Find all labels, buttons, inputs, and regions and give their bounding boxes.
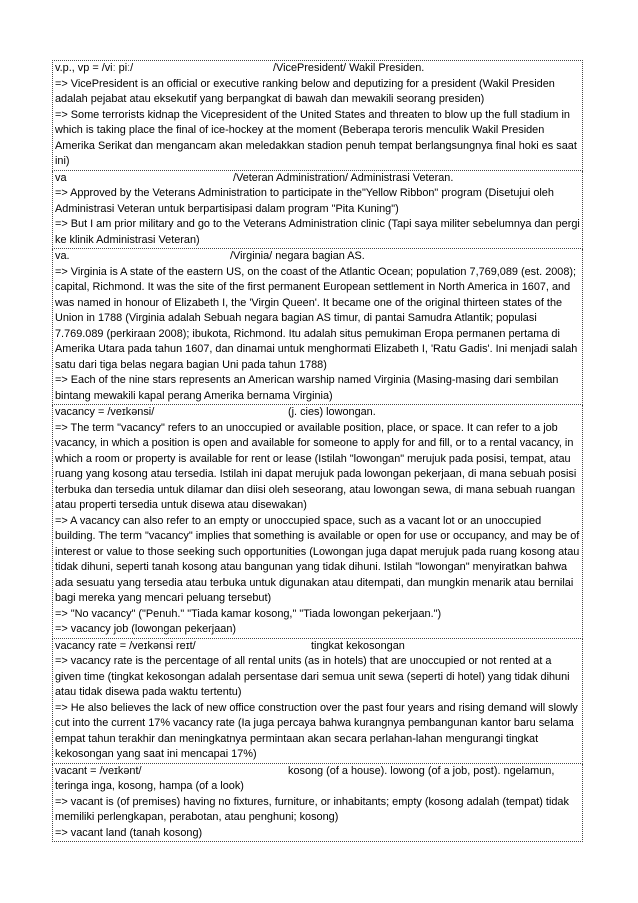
entry-headword-line	[55, 639, 580, 655]
dictionary-entry	[52, 764, 583, 843]
entry-headword-line	[55, 405, 580, 421]
entry-example-line: => vacancy rate is the percentage of all rental units (as in hotels) that are unoccupied or not rented at a given time (tingkat kekosongan adalah persentase dari semua unit sewa (seperti di hotel) yang tidak dihuni atau tidak disewa pada waktu tertentu)	[55, 655, 570, 698]
entry-example-line: => VicePresident is an official or executive ranking below and deputizing for a president (Wakil Presiden adalah pejabat atau eksekutif yang berpangkat di bawah dan mewakili seorang presiden)	[55, 77, 555, 105]
entry-example-line: => Some terrorists kidnap the Vicepresident of the United States and threaten to blow up the full stadium in which is taking place the final of ice-hockey at the moment (Beberapa teroris menculik Wakil Presiden Amerika Serikat dan mengancam akan meledakkan stadion penuh tempat berlangsungnya final hoki es saat ini)	[55, 108, 577, 167]
entry-example-line: => "No vacancy" ("Penuh." "Tiada kamar kosong," "Tiada lowongan pekerjaan.")	[55, 607, 442, 620]
entry-example-line: => vacancy job (lowongan pekerjaan)	[55, 623, 237, 635]
entry-definition: /Veteran Administration/ Administrasi Veteran.	[233, 171, 454, 184]
entry-term: va	[55, 171, 67, 184]
entry-headword-line	[55, 61, 580, 77]
dictionary-entry	[52, 405, 583, 639]
entry-definition: kosong (of a house). lowong (of a job, post). ngelamun,	[288, 764, 555, 777]
entry-example-line: => vacant is (of premises) having no fixtures, furniture, or inhabitants; empty (kosong adalah (tempat) tidak memiliki perlengkapan, perabotan, atau penghuni; kosong)	[55, 795, 569, 823]
entry-term: va.	[55, 250, 70, 262]
entry-headword-line	[55, 249, 580, 265]
entry-example-line: => Virginia is A state of the eastern US, on the coast of the Atlantic Ocean; population 7,769,089 (est. 2008); capital, Richmond. It was the site of the first permanent European settlement in North America in 1607, and was named in honour of Elizabeth I, the 'Virgin Queen'. It became one of the original thirteen states of the Union in 1788 (Virginia adalah Sebuah negara bagian AS timur, di pantai Samudra Atlantik; populasi 7.769.089 (perkiraan 2008); ibukota, Richmond. Itu adalah situs pemukiman Eropa permanen pertama di Amerika Utara pada tahun 1607, dan dinamai untuk menghormati Elizabeth I, 'Ratu Gadis'. Ini menjadi salah satu dari tiga belas negara bagian Uni pada tahun 1788)	[55, 265, 578, 371]
dictionary-page	[52, 60, 583, 842]
entry-example-line: => Approved by the Veterans Administration to participate in the"Yellow Ribbon" program (Disetujui oleh Administrasi Veteran untuk berpartisipasi dalam program "Pita Kuning")	[55, 187, 554, 215]
entry-example-line: => vacant land (tanah kosong)	[55, 826, 203, 839]
dictionary-entry	[52, 60, 583, 171]
entry-example-line: => The term "vacancy" refers to an unoccupied or available position, place, or space. It can refer to a job vacancy, in which a position is open and available for someone to apply for and fill, or to a rental vacancy, in which a room or property is available for rent or lease (Istilah "lowongan" merujuk pada posisi, tempat, atau ruang yang kosong atau tersedia. Istilah ini dapat merujuk pada lowongan pekerjaan, di mana sebuah posisi terbuka dan tersedia untuk dilamar dan diisi oleh seseorang, atau lowongan sewa, di mana sebuah ruangan atau properti tersedia untuk disewa atau disewakan)	[55, 421, 577, 511]
dictionary-entry	[52, 639, 583, 764]
entry-definition: (j. cies) lowongan.	[288, 406, 376, 418]
entry-term: vacant = /veɪkənt/	[55, 764, 142, 777]
dictionary-entry	[52, 249, 583, 405]
entry-example-line: => He also believes the lack of new office construction over the past four years and rising demand will slowly cut into the current 17% vacancy rate (Ia juga percaya bahwa kurangnya pembangunan kantor baru selama empat tahun terakhir dan meningkatnya permintaan akan secara perlahan-lahan mengurangi tingkat kekosongan yang saat ini mencapai 17%)	[55, 701, 578, 760]
entry-example-line: teringa inga, kosong, hampa (of a look)	[55, 780, 244, 792]
entry-definition: tingkat kekosongan	[311, 639, 405, 652]
entry-term: vacancy = /veɪkənsi/	[55, 406, 155, 418]
entry-headword-line	[55, 764, 580, 780]
entry-term: v.p., vp = /viː piː/	[55, 62, 134, 74]
entry-example-line: => But I am prior military and go to the Veterans Administration clinic (Tapi saya militer sebelumnya dan pergi ke klinik Administrasi Veteran)	[55, 218, 580, 246]
entry-example-line: => Each of the nine stars represents an American warship named Virginia (Masing-masing dari sembilan bintang mewakili kapal perang Amerika bernama Virginia)	[55, 374, 559, 402]
entry-example-line: => A vacancy can also refer to an empty or unoccupied space, such as a vacant lot or an unoccupied building. The term "vacancy" implies that something is available or open for use or occupancy, and may be of interest or value to those seeking such opportunities (Lowongan juga dapat merujuk pada ruang kosong atau tidak dihuni, seperti tanah kosong atau bangunan yang tidak dihuni. Istilah "lowongan" menyiratkan bahwa ada sesuatu yang tersedia atau terbuka untuk digunakan atau ditempati, dan mungkin menarik atau bernilai bagi mereka yang mencari peluang tersebut)	[55, 514, 580, 604]
entry-term: vacancy rate = /veɪkənsi reɪt/	[55, 639, 196, 652]
entry-definition: /Virginia/ negara bagian AS.	[230, 250, 365, 262]
entry-definition: /VicePresident/ Wakil Presiden.	[273, 62, 425, 74]
dictionary-entry	[52, 171, 583, 250]
entry-headword-line	[55, 171, 580, 187]
